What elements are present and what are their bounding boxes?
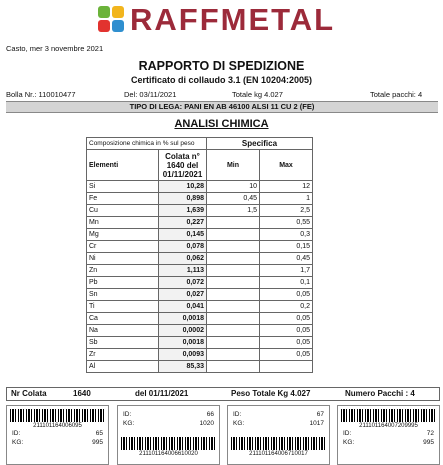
min-cell — [207, 229, 260, 241]
element-cell: Na — [87, 325, 159, 337]
min-cell — [207, 337, 260, 349]
footer-total-weight: Peso Totale Kg 4.027 — [231, 389, 311, 398]
max-cell: 0,05 — [260, 337, 313, 349]
element-cell: Cu — [87, 205, 159, 217]
max-cell: 0,45 — [260, 253, 313, 265]
bolla-date: Del: 03/11/2021 — [124, 90, 177, 99]
element-cell: Ti — [87, 301, 159, 313]
value-cell: 0,0018 — [159, 313, 207, 325]
chemical-analysis-table — [86, 137, 313, 373]
max-cell: 0,05 — [260, 325, 313, 337]
package-label — [337, 405, 440, 465]
value-cell: 1,113 — [159, 265, 207, 277]
package-id: 66 — [206, 411, 214, 418]
table-row — [87, 205, 313, 217]
min-cell — [207, 265, 260, 277]
col-max: Max — [260, 150, 313, 181]
package-id: 67 — [316, 411, 324, 418]
value-cell: 0,078 — [159, 241, 207, 253]
max-cell: 0,15 — [260, 241, 313, 253]
value-cell: 0,027 — [159, 289, 207, 301]
barcode — [341, 409, 436, 422]
value-cell: 0,062 — [159, 253, 207, 265]
element-cell: Si — [87, 181, 159, 193]
element-cell: Zn — [87, 265, 159, 277]
table-row — [87, 253, 313, 265]
min-cell: 0,45 — [207, 193, 260, 205]
value-cell: 85,33 — [159, 361, 207, 373]
table-row — [87, 349, 313, 361]
table-caption: Composizione chimica in % sul peso — [87, 138, 207, 150]
package-label — [117, 405, 220, 465]
table-row — [87, 193, 313, 205]
col-min: Min — [207, 150, 260, 181]
element-cell: Ca — [87, 313, 159, 325]
total-kg: Totale kg 4.027 — [232, 90, 283, 99]
package-kg: 1020 — [199, 420, 214, 427]
footer-colata-number: 1640 — [73, 389, 91, 398]
element-cell: Sb — [87, 337, 159, 349]
table-row — [87, 277, 313, 289]
table-row — [87, 313, 313, 325]
value-cell: 0,227 — [159, 217, 207, 229]
max-cell: 0,05 — [260, 289, 313, 301]
element-cell: Zr — [87, 349, 159, 361]
min-cell — [207, 241, 260, 253]
table-row — [87, 241, 313, 253]
table-row — [87, 301, 313, 313]
element-cell: Ni — [87, 253, 159, 265]
table-row — [87, 181, 313, 193]
min-cell — [207, 253, 260, 265]
min-cell: 10 — [207, 181, 260, 193]
id-label: ID: — [343, 430, 352, 437]
table-row — [87, 361, 313, 373]
col-colata: Colata n° 1640 del 01/11/2021 — [159, 150, 207, 181]
value-cell: 0,898 — [159, 193, 207, 205]
barcode-number: 211101164006610020 — [139, 451, 198, 457]
barcode-number: 211101164006095 — [33, 423, 82, 429]
element-cell: Sn — [87, 289, 159, 301]
element-cell: Cr — [87, 241, 159, 253]
kg-label: KG: — [123, 420, 135, 427]
value-cell: 0,0002 — [159, 325, 207, 337]
max-cell: 0,2 — [260, 301, 313, 313]
element-cell: Mn — [87, 217, 159, 229]
bolla-number: Bolla Nr.: 110010477 — [6, 90, 76, 99]
package-id: 65 — [95, 430, 103, 437]
min-cell — [207, 313, 260, 325]
max-cell: 0,05 — [260, 349, 313, 361]
col-elementi: Elementi — [87, 150, 159, 181]
value-cell: 0,0093 — [159, 349, 207, 361]
min-cell — [207, 325, 260, 337]
brand-logo: RAFFMETAL — [130, 2, 336, 37]
barcode-number: 211101164006710017 — [249, 451, 308, 457]
table-row — [87, 265, 313, 277]
footer-packages: Numero Pacchi : 4 — [345, 389, 415, 398]
element-cell: Fe — [87, 193, 159, 205]
max-cell: 2,5 — [260, 205, 313, 217]
barcode — [231, 437, 326, 450]
package-id: 72 — [426, 430, 434, 437]
element-cell: Pb — [87, 277, 159, 289]
package-kg: 995 — [92, 439, 103, 446]
barcode — [121, 437, 216, 450]
table-row — [87, 289, 313, 301]
alloy-type: TIPO DI LEGA: PANI EN AB 46100 ALSI 11 CU 2 (FE) — [6, 101, 438, 113]
value-cell: 0,0018 — [159, 337, 207, 349]
min-cell — [207, 349, 260, 361]
section-title: ANALISI CHIMICA — [174, 118, 269, 130]
document-title: RAPPORTO DI SPEDIZIONE — [138, 59, 305, 73]
table-row — [87, 337, 313, 349]
min-cell — [207, 217, 260, 229]
package-kg: 995 — [423, 439, 434, 446]
package-kg: 1017 — [309, 420, 324, 427]
value-cell: 0,145 — [159, 229, 207, 241]
place-date: Casto, mer 3 novembre 2021 — [6, 44, 104, 53]
total-packages: Totale pacchi: 4 — [370, 90, 423, 99]
package-label — [6, 405, 109, 465]
element-cell: Mg — [87, 229, 159, 241]
min-cell — [207, 289, 260, 301]
max-cell: 1 — [260, 193, 313, 205]
element-cell: Al — [87, 361, 159, 373]
package-label — [227, 405, 330, 465]
max-cell: 0,1 — [260, 277, 313, 289]
min-cell — [207, 361, 260, 373]
footer-colata-label: Nr Colata — [11, 389, 47, 398]
kg-label: KG: — [343, 439, 355, 446]
document-subtitle: Certificato di collaudo 3.1 (EN 10204:2005) — [130, 75, 313, 85]
max-cell: 0,05 — [260, 313, 313, 325]
min-cell: 1,5 — [207, 205, 260, 217]
value-cell: 0,041 — [159, 301, 207, 313]
table-row — [87, 229, 313, 241]
kg-label: KG: — [12, 439, 24, 446]
max-cell: 0,55 — [260, 217, 313, 229]
col-specifica: Specifica — [207, 138, 313, 150]
id-label: ID: — [12, 430, 21, 437]
id-label: ID: — [123, 411, 132, 418]
id-label: ID: — [233, 411, 242, 418]
max-cell: 12 — [260, 181, 313, 193]
min-cell — [207, 277, 260, 289]
footer-summary — [6, 387, 440, 401]
value-cell: 10,28 — [159, 181, 207, 193]
min-cell — [207, 301, 260, 313]
footer-date: del 01/11/2021 — [135, 389, 189, 398]
max-cell: 0,3 — [260, 229, 313, 241]
max-cell: 1,7 — [260, 265, 313, 277]
barcode — [10, 409, 105, 422]
barcode-number: 211101164007209995 — [359, 423, 418, 429]
value-cell: 0,072 — [159, 277, 207, 289]
table-row — [87, 217, 313, 229]
logo-mark — [98, 6, 124, 32]
max-cell — [260, 361, 313, 373]
kg-label: KG: — [233, 420, 245, 427]
table-row — [87, 325, 313, 337]
value-cell: 1,639 — [159, 205, 207, 217]
